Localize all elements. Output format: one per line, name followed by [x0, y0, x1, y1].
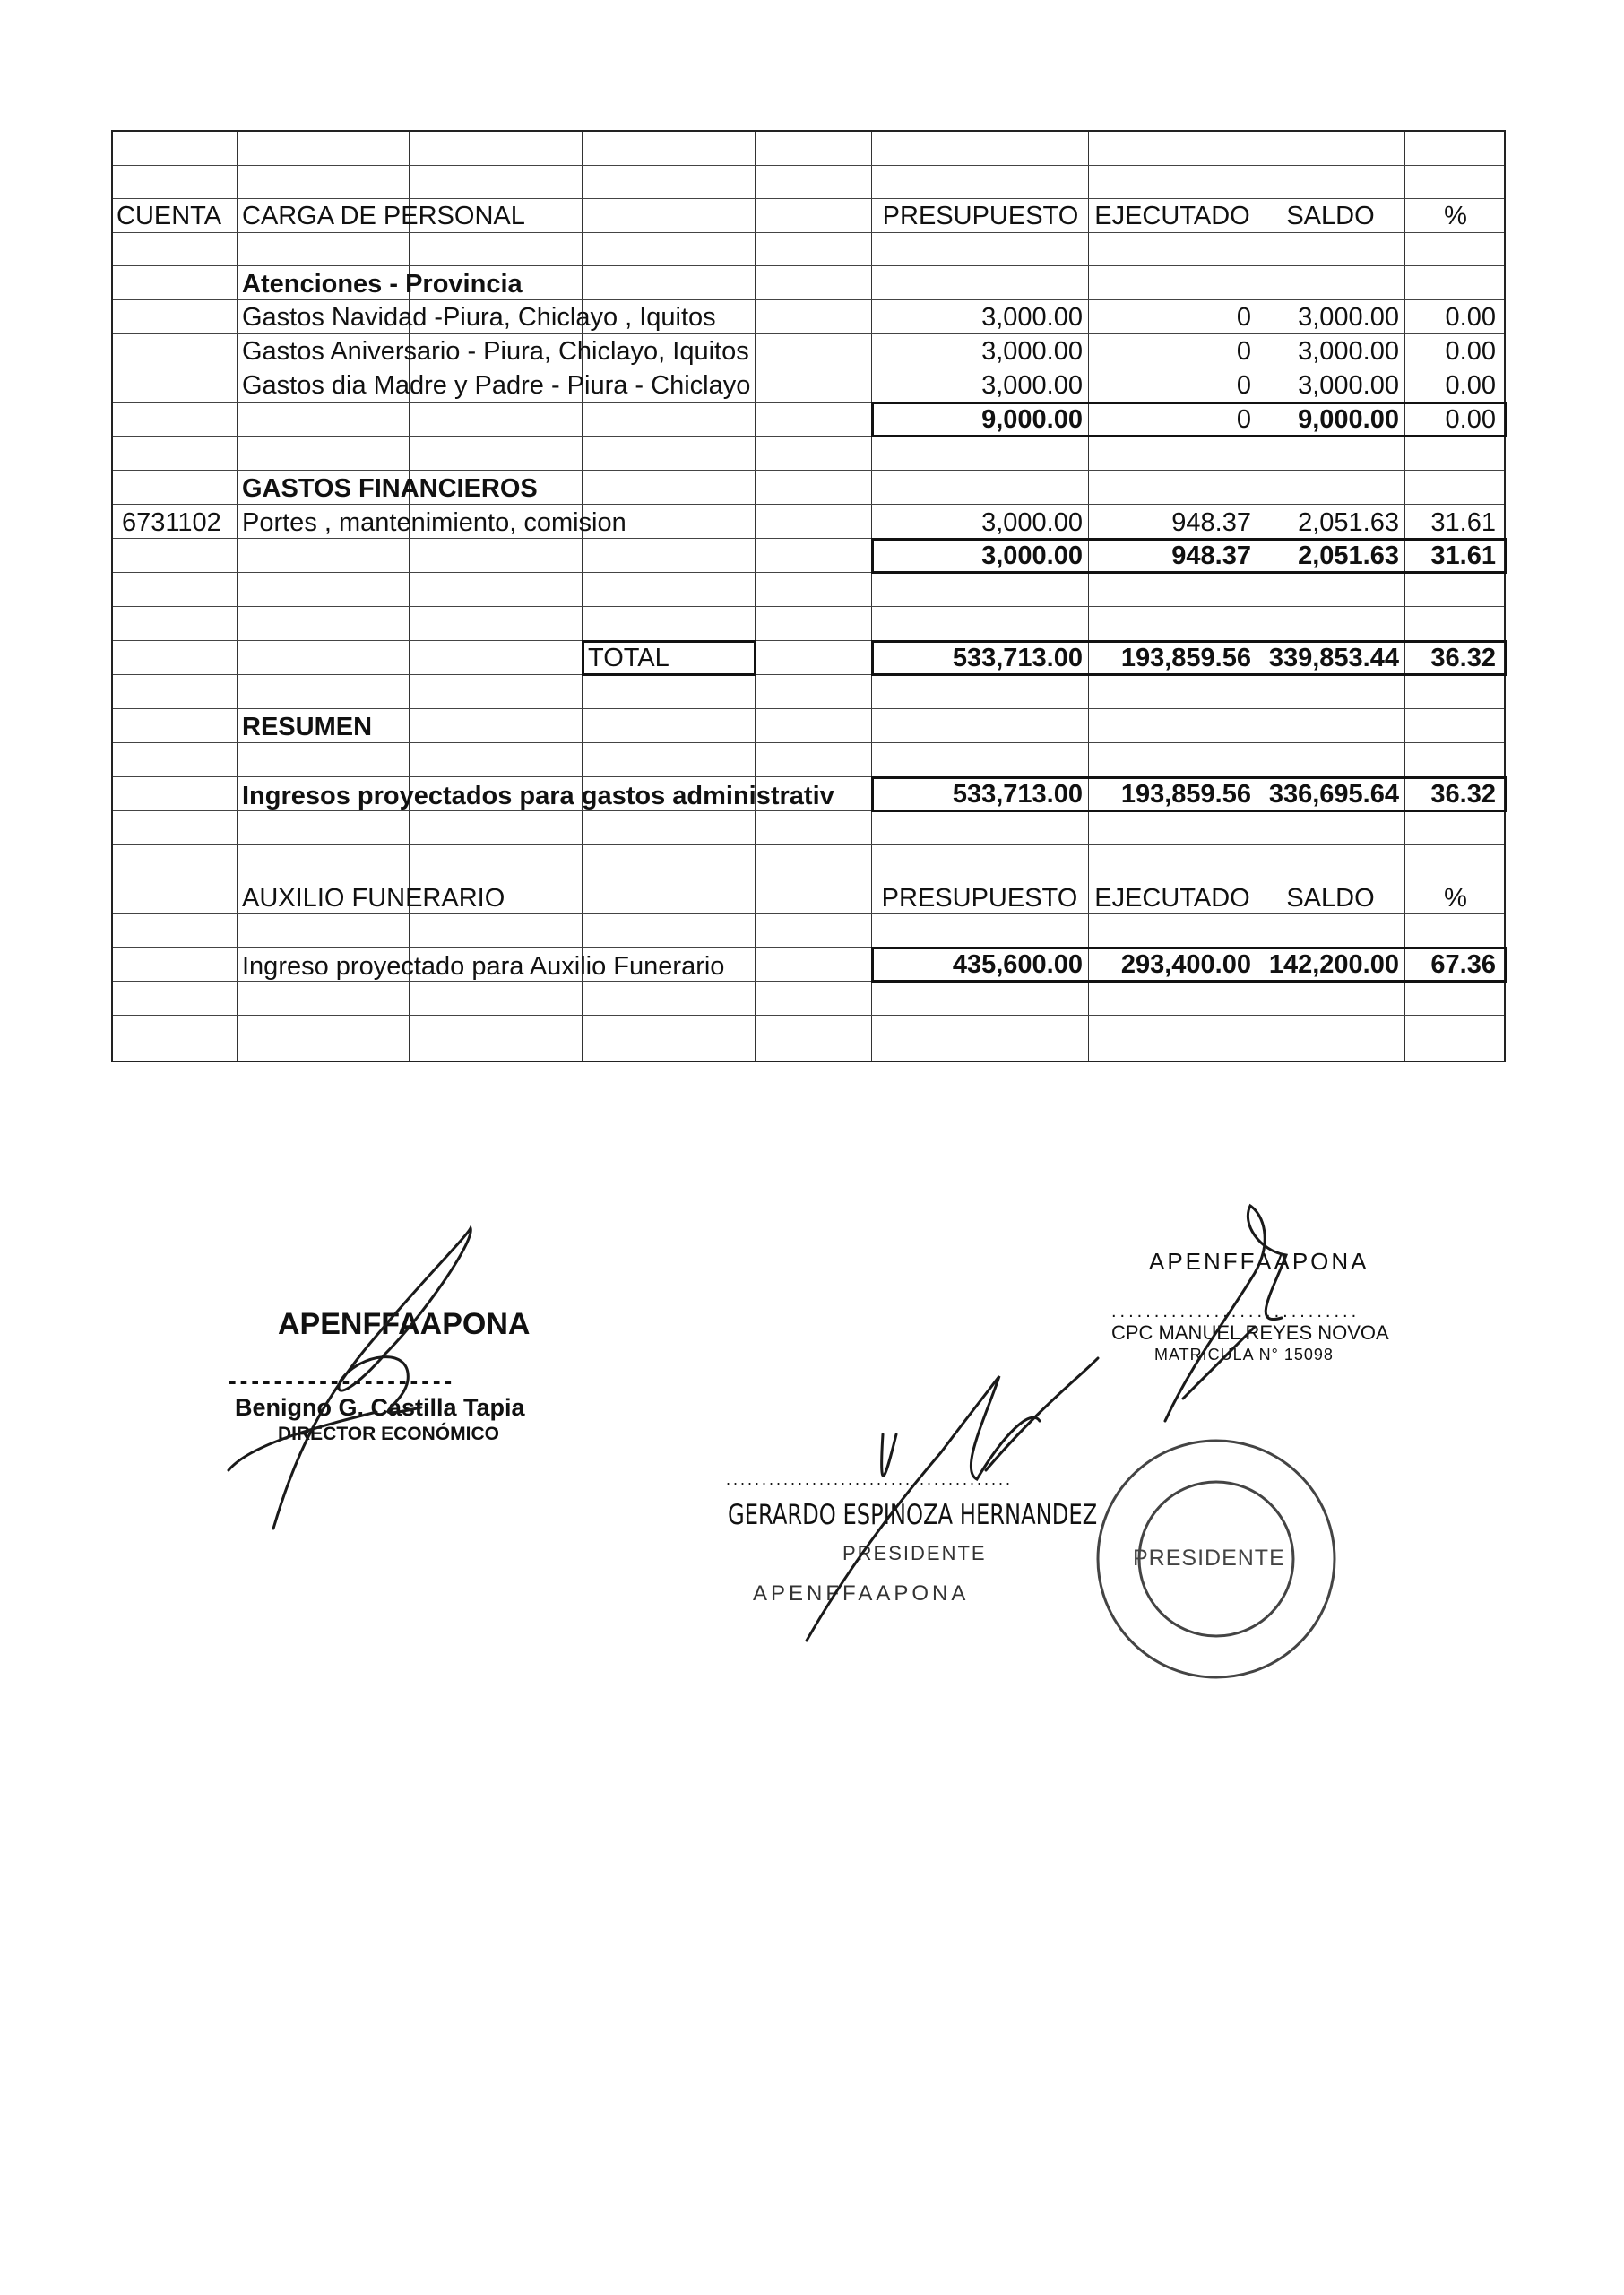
- funerario-presupuesto: 435,600.00: [952, 952, 1083, 978]
- row-saldo: 2,051.63: [1298, 510, 1399, 536]
- subtotal-saldo: 2,051.63: [1298, 543, 1399, 569]
- row-ejecutado: 0: [1236, 339, 1251, 365]
- resumen-ejecutado: 193,859.56: [1120, 782, 1251, 808]
- subtotal-presupuesto: 9,000.00: [981, 407, 1083, 433]
- subtotal-ejecutado: 0: [1236, 407, 1251, 433]
- signature-dots: ........................................: [726, 1470, 1014, 1488]
- resumen-pct: 36.32: [1430, 782, 1496, 808]
- signature-org: APENFFAAPONA: [278, 1307, 531, 1341]
- row-pct: 0.00: [1445, 305, 1496, 331]
- section-title-resumen: RESUMEN: [242, 714, 373, 740]
- funerario-header-presupuesto: PRESUPUESTO: [881, 886, 1078, 912]
- row-pct: 0.00: [1445, 373, 1496, 399]
- signature-name: Benigno G. Castilla Tapia: [235, 1394, 525, 1421]
- subtotal-pct: 0.00: [1445, 407, 1496, 433]
- funerario-header-ejecutado: EJECUTADO: [1094, 886, 1250, 912]
- row-saldo: 3,000.00: [1298, 339, 1399, 365]
- total-saldo: 339,853.44: [1268, 645, 1399, 671]
- seal-center-text: PRESIDENTE: [1133, 1546, 1285, 1571]
- row-concept: Gastos Aniversario - Piura, Chiclayo, Iquitos: [242, 339, 749, 365]
- row-pct: 0.00: [1445, 339, 1496, 365]
- header-saldo: SALDO: [1286, 204, 1375, 230]
- subtotal-pct: 31.61: [1430, 543, 1496, 569]
- row-ejecutado: 0: [1236, 373, 1251, 399]
- signature-org: APENFFAAPONA: [753, 1581, 970, 1606]
- section-title-atenciones: Atenciones - Provincia: [242, 272, 523, 298]
- resumen-saldo: 336,695.64: [1268, 782, 1399, 808]
- signature-name: GERARDO ESPINOZA HERNANDEZ: [728, 1499, 1098, 1531]
- signature-name: CPC MANUEL REYES NOVOA: [1111, 1321, 1389, 1344]
- row-saldo: 3,000.00: [1298, 305, 1399, 331]
- row-saldo: 3,000.00: [1298, 373, 1399, 399]
- section-title-financieros: GASTOS FINANCIEROS: [242, 476, 538, 502]
- row-ejecutado: 948.37: [1171, 510, 1251, 536]
- signature-org: APENFFAAPONA: [1149, 1248, 1369, 1275]
- funerario-header-saldo: SALDO: [1286, 886, 1375, 912]
- row-cuenta: 6731102: [122, 510, 221, 536]
- row-presupuesto: 3,000.00: [981, 339, 1083, 365]
- signature-id: MATRICULA N° 15098: [1154, 1346, 1334, 1364]
- row-concept: Portes , mantenimiento, comision: [242, 510, 626, 536]
- row-ejecutado: 0: [1236, 305, 1251, 331]
- funerario-concept: Ingreso proyectado para Auxilio Funerario: [242, 954, 725, 980]
- header-ejecutado: EJECUTADO: [1094, 204, 1250, 230]
- funerario-header-pct: %: [1444, 886, 1467, 912]
- row-presupuesto: 3,000.00: [981, 510, 1083, 536]
- signature-role: DIRECTOR ECONÓMICO: [278, 1424, 499, 1444]
- resumen-concept: Ingresos proyectados para gastos administrativ: [242, 784, 834, 810]
- signature-dots: .............................: [1111, 1302, 1361, 1321]
- header-pct: %: [1444, 204, 1467, 230]
- row-presupuesto: 3,000.00: [981, 305, 1083, 331]
- subtotal-ejecutado: 948.37: [1171, 543, 1251, 569]
- subtotal-presupuesto: 3,000.00: [981, 543, 1083, 569]
- total-ejecutado: 193,859.56: [1120, 645, 1251, 671]
- row-pct: 31.61: [1430, 510, 1496, 536]
- section-title-funerario: AUXILIO FUNERARIO: [242, 886, 505, 912]
- row-presupuesto: 3,000.00: [981, 373, 1083, 399]
- funerario-pct: 67.36: [1430, 952, 1496, 978]
- row-concept: Gastos dia Madre y Padre - Piura - Chiclayo: [242, 373, 751, 399]
- header-cuenta: CUENTA: [117, 204, 222, 230]
- signature-dots: --------------------: [229, 1367, 456, 1394]
- header-presupuesto: PRESUPUESTO: [882, 204, 1079, 230]
- subtotal-saldo: 9,000.00: [1298, 407, 1399, 433]
- row-concept: Gastos Navidad -Piura, Chiclayo , Iquitos: [242, 305, 716, 331]
- funerario-saldo: 142,200.00: [1268, 952, 1399, 978]
- resumen-presupuesto: 533,713.00: [952, 782, 1083, 808]
- header-concept: CARGA DE PERSONAL: [242, 204, 525, 230]
- total-label: TOTAL: [588, 645, 669, 671]
- signature-role: PRESIDENTE: [842, 1542, 987, 1564]
- total-pct: 36.32: [1430, 645, 1496, 671]
- funerario-ejecutado: 293,400.00: [1120, 952, 1251, 978]
- total-presupuesto: 533,713.00: [952, 645, 1083, 671]
